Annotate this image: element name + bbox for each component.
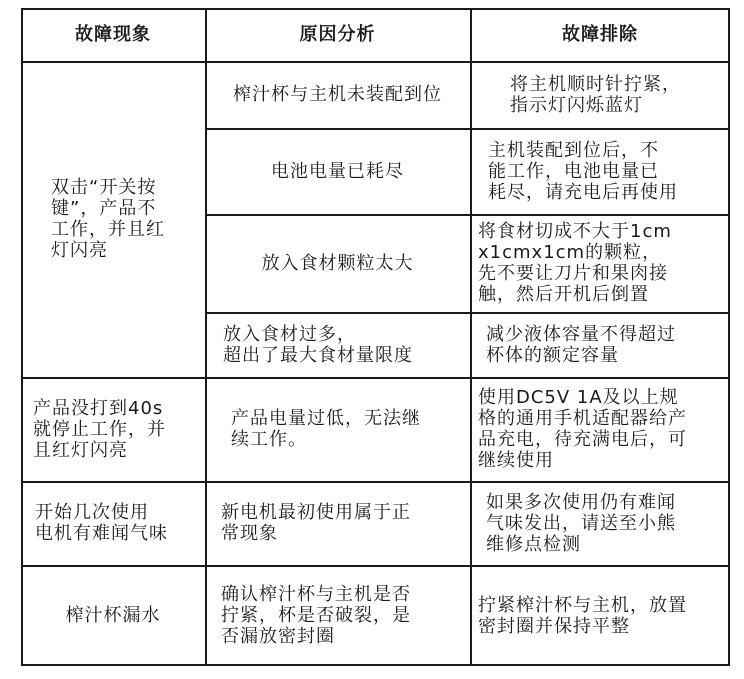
header-fix: 故障排除 [562,24,638,45]
symptom-cell: 开始几次使用 电机有难闻气味 [35,502,168,544]
symptom-cell: 榨汁杯漏水 [65,605,161,626]
fix-cell: 如果多次使用仍有难闻 气味发出，请送至小熊 维修点检测 [486,491,676,555]
cause-cell: 新电机最初使用属于正 常现象 [221,502,411,544]
fix-cell: 主机装配到位后，不 能工作，电池电量已 耗尽，请充电后再使用 [488,139,678,203]
fix-cell: 使用DC5V 1A及以上规 格的通用手机适配器给产 品充电，待充满电后，可 继续使用 [478,387,687,471]
cause-cell: 放入食材过多， 超出了最大食材量限度 [223,323,413,366]
header-cause: 原因分析 [299,24,376,45]
fix-cell: 将食材切成不大于1cm x1cmx1cm的颗粒， 先不要让刀片和果肉接 触，然后开机后倒置 [478,221,672,305]
cause-cell: 放入食材颗粒太大 [261,252,414,274]
symptom-cell: 产品没打到40s 就停止工作，并 且红灯闪亮 [33,397,166,461]
fix-cell: 将主机顺时针拧紧， 指示灯闪烁蓝灯 [510,73,681,116]
symptom-cell: 双击“开关按 键”，产品不 工作，并且红 灯闪亮 [51,177,165,261]
fix-cell: 拧紧榨汁杯与主机，放置 密封圈并保持平整 [478,594,687,637]
cause-cell: 电池电量已耗尽 [271,160,404,182]
cause-cell: 榨汁杯与主机未装配到位 [233,84,442,105]
header-symptom: 故障现象 [75,24,151,45]
cause-cell: 确认榨汁杯与主机是否 拧紧，杯是否破裂，是 否漏放密封圈 [221,584,411,647]
cause-cell: 产品电量过低，无法继 续工作。 [231,408,421,450]
fix-cell: 减少液体容量不得超过 杯体的额定容量 [486,323,676,366]
